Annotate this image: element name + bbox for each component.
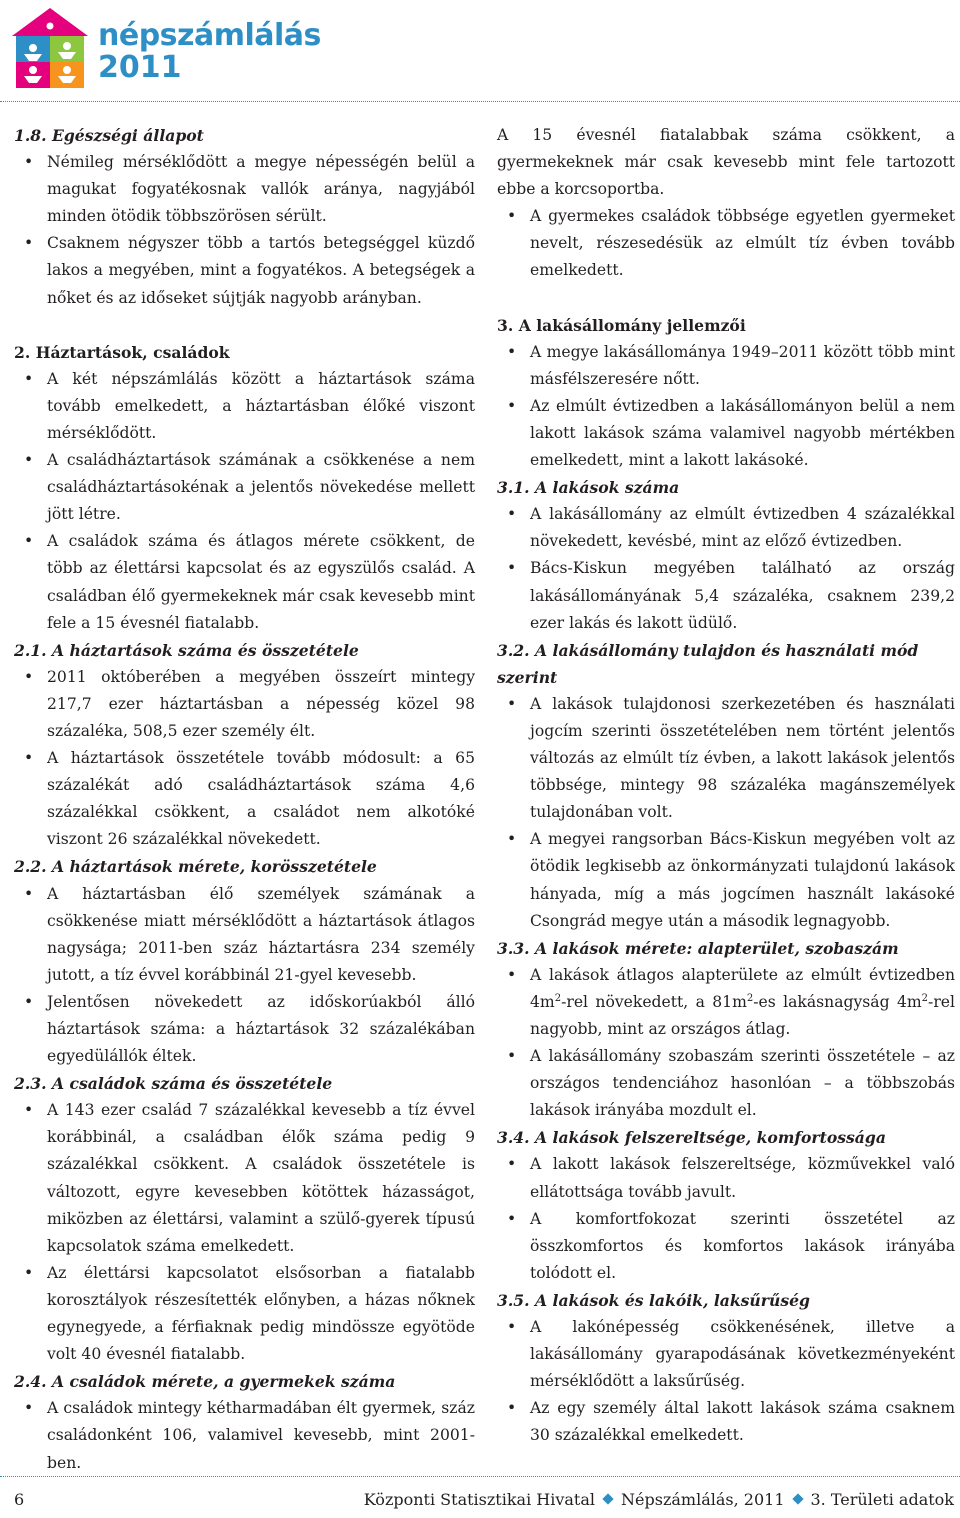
list-item: • A 143 ezer család 7 százalékkal kevesebb a tíz évvel korábbinál, a családban élők száma pedig 9 százalékkal csökkent. A családok összetétele is változott, egyre kevesebben kötöttek házasságot, miközben az élettársi, valamint a szülő-gyerek típusú kapcsolatok száma emelkedett. [14, 1097, 475, 1260]
continued-list [497, 203, 955, 284]
section-1-8-title: 1.8. Egészségi állapot [14, 126, 204, 145]
footer-series: Népszámlálás, 2011 [621, 1490, 785, 1509]
list-item: • Bács-Kiskun megyében található az ország lakásállományának 5,4 százaléka, csaknem 239,2 ezer lakás és lakott üdülő. [497, 555, 955, 636]
list-item: • A lakott lakások felszereltsége, közművekkel való ellátottsága tovább javult. [497, 1151, 955, 1205]
section-2-title: 2. Háztartások, családok [14, 342, 230, 362]
list-item: • Az élettársi kapcsolatot elsősorban a fiatalabb korosztályok részesítették előnyben, a házas nőknek egynegyede, a férfiaknak pedig mindössze egyötöde volt 40 évesnél fiatalabb. [14, 1260, 475, 1368]
list-item: • A megyei rangsorban Bács-Kiskun megyében volt az ötödik legkisebb az önkormányzati tulajdonú lakások hányada, míg a más jogcímen használt lakásoké Csongrád megye után a második legnagyobb. [497, 826, 955, 934]
list-item: • A komfortfokozat szerinti összetétel az összkomfortos és komfortos lakások irányába tolódott el. [497, 1206, 955, 1287]
list-item: • A családháztartások számának a csökkenése a nem családháztartásokénak a jelentős növekedése mellett jött létre. [14, 447, 475, 528]
list-item: • A két népszámlálás között a háztartások száma tovább emelkedett, a háztartásban élőké viszont mérséklődött. [14, 366, 475, 447]
footer-divider [0, 1476, 960, 1477]
section-3-1-list [497, 501, 955, 636]
section-3-4-title: 3.4. A lakások felszereltsége, komfortossága [497, 1128, 886, 1148]
list-item: • A gyermekes családok többsége egyetlen gyermeket nevelt, részesedésük az elmúlt tíz évben tovább emelkedett. [497, 203, 955, 284]
list-item: • A lakásállomány szobaszám szerinti összetétele – az országos tendenciához hasonlóan – a többszobás lakások irányába mozdult el. [497, 1043, 955, 1124]
section-2-1-list [14, 664, 475, 854]
right-column [497, 122, 955, 1450]
list-item: • A lakások tulajdonosi szerkezetében és használati jogcím szerinti összetételében nem történt jelentős változás az elmúlt tíz évben, a lakott lakások jelentős többsége, mintegy 98 százaléka magánszemélyek tulajdonában volt. [497, 691, 955, 826]
census-logo-icon [10, 6, 90, 90]
section-2-list [14, 366, 475, 637]
section-3-5-title: 3.5. A lakások és lakóik, laksűrűség [497, 1290, 810, 1310]
header-divider [0, 101, 960, 102]
list-item: • A megye lakásállománya 1949–2011 között több mint másfélszeresére nőtt. [497, 339, 955, 393]
list-item: • Csaknem négyszer több a tartós betegséggel küzdő lakos a megyében, mint a fogyatékos. A betegségek a nőket és az időseket sújtják nagyobb arányban. [14, 230, 475, 311]
section-3-3-list [497, 962, 955, 1125]
section-3-3-title: 3.3. A lakások mérete: alapterület, szobaszám [497, 938, 899, 958]
section-2-2-list [14, 881, 475, 1071]
page-number: 6 [14, 1490, 25, 1509]
section-3-list [497, 339, 955, 474]
list-item: • 2011 októberében a megyében összeírt mintegy 217,7 ezer háztartásban a népesség közel 98 százaléka, 508,5 ezer személy élt. [14, 664, 475, 745]
list-item: • A háztartások összetétele tovább módosult: a 65 százalékát adó családháztartások száma 4,6 százalékkal csökkent, a családot nem alkotóké viszont 26 százalékkal növekedett. [14, 745, 475, 853]
diamond-separator-icon [602, 1493, 613, 1504]
section-2-3-list [14, 1097, 475, 1368]
list-item: • A háztartásban élő személyek számának a csökkenése miatt mérséklődött a háztartások átlagos nagysága; 2011-ben száz háztartásra 234 személy jutott, a tíz évvel korábbinál 21-gyel kevesebb. [14, 881, 475, 989]
continued-paragraph: A 15 évesnél fiatalabbak száma csökkent, a gyermekeknek már csak kevesebb mint fele tartozott ebbe a korcsoportba. [497, 126, 955, 199]
footer-credits [364, 1490, 954, 1509]
section-3-title: 3. A lakásállomány jellemzői [497, 315, 746, 335]
list-item: • A lakásállomány az elmúlt évtizedben 4 százalékkal növekedett, kevésbé, mint az előző évtizedben. [497, 501, 955, 555]
list-item: • Az elmúlt évtizedben a lakásállományon belül a nem lakott lakások száma valamivel nagyobb mértékben emelkedett, mint a lakott lakásoké. [497, 393, 955, 474]
logo-year: 2011 [98, 50, 182, 85]
section-2-2-title: 2.2. A háztartások mérete, korösszetétele [14, 857, 377, 877]
section-2-4-list [14, 1395, 475, 1476]
list-item: • A lakások átlagos alapterülete az elmúlt évtizedben $4m^2$-rel növekedett, a $81m^2-es$ lakásnagyság $4m^2$-rel nagyobb, mint az országos átlag. [497, 962, 955, 1043]
section-3-4-list [497, 1151, 955, 1286]
list-item: • A családok száma és átlagos mérete csökkent, de több az élettársi kapcsolat és az egyszülős család. A családban élő gyermekeknek már csak kevesebb mint fele a 15 évesnél fiatalabb. [14, 528, 475, 636]
logo-title: népszámlálás [98, 18, 321, 53]
page-header [0, 0, 960, 100]
list-item: • A családok mintegy kétharmadában élt gyermek, száz családonként 106, valamivel kevesebb, mint 2001-ben. [14, 1395, 475, 1476]
census-logo-text [98, 20, 321, 84]
list-item: • A lakónépesség csökkenésének, illetve a lakásállomány gyarapodásának következményeként mérséklődött a laksűrűség. [497, 1314, 955, 1395]
footer-publisher: Központi Statisztikai Hivatal [363, 1490, 596, 1509]
section-2-4-title: 2.4. A családok mérete, a gyermekek száma [14, 1372, 396, 1392]
section-2-1-title: 2.1. A háztartások száma és összetétele [14, 640, 359, 660]
footer-volume: 3. Területi adatok [810, 1490, 954, 1509]
section-3-2-title: 3.2. A lakásállomány tulajdon és használati mód szerint [497, 640, 919, 687]
left-column [14, 122, 475, 1477]
section-3-1-title: 3.1. A lakások száma [497, 478, 680, 498]
list-item: • Jelentősen növekedett az időskorúakból álló háztartások száma: a háztartások 32 százalékában egyedülállók éltek. [14, 989, 475, 1070]
list-item: • Némileg mérséklődött a megye népességén belül a magukat fogyatékosnak vallók aránya, nagyjából minden ötödik többszörösen sérült. [14, 149, 475, 230]
section-2-3-title: 2.3. A családok száma és összetétele [14, 1074, 333, 1094]
section-3-5-list [497, 1314, 955, 1449]
list-item: • Az egy személy által lakott lakások száma csaknem 30 százalékkal emelkedett. [497, 1395, 955, 1449]
section-1-8-list [14, 149, 475, 312]
diamond-separator-icon [792, 1493, 803, 1504]
section-3-2-list [497, 691, 955, 935]
